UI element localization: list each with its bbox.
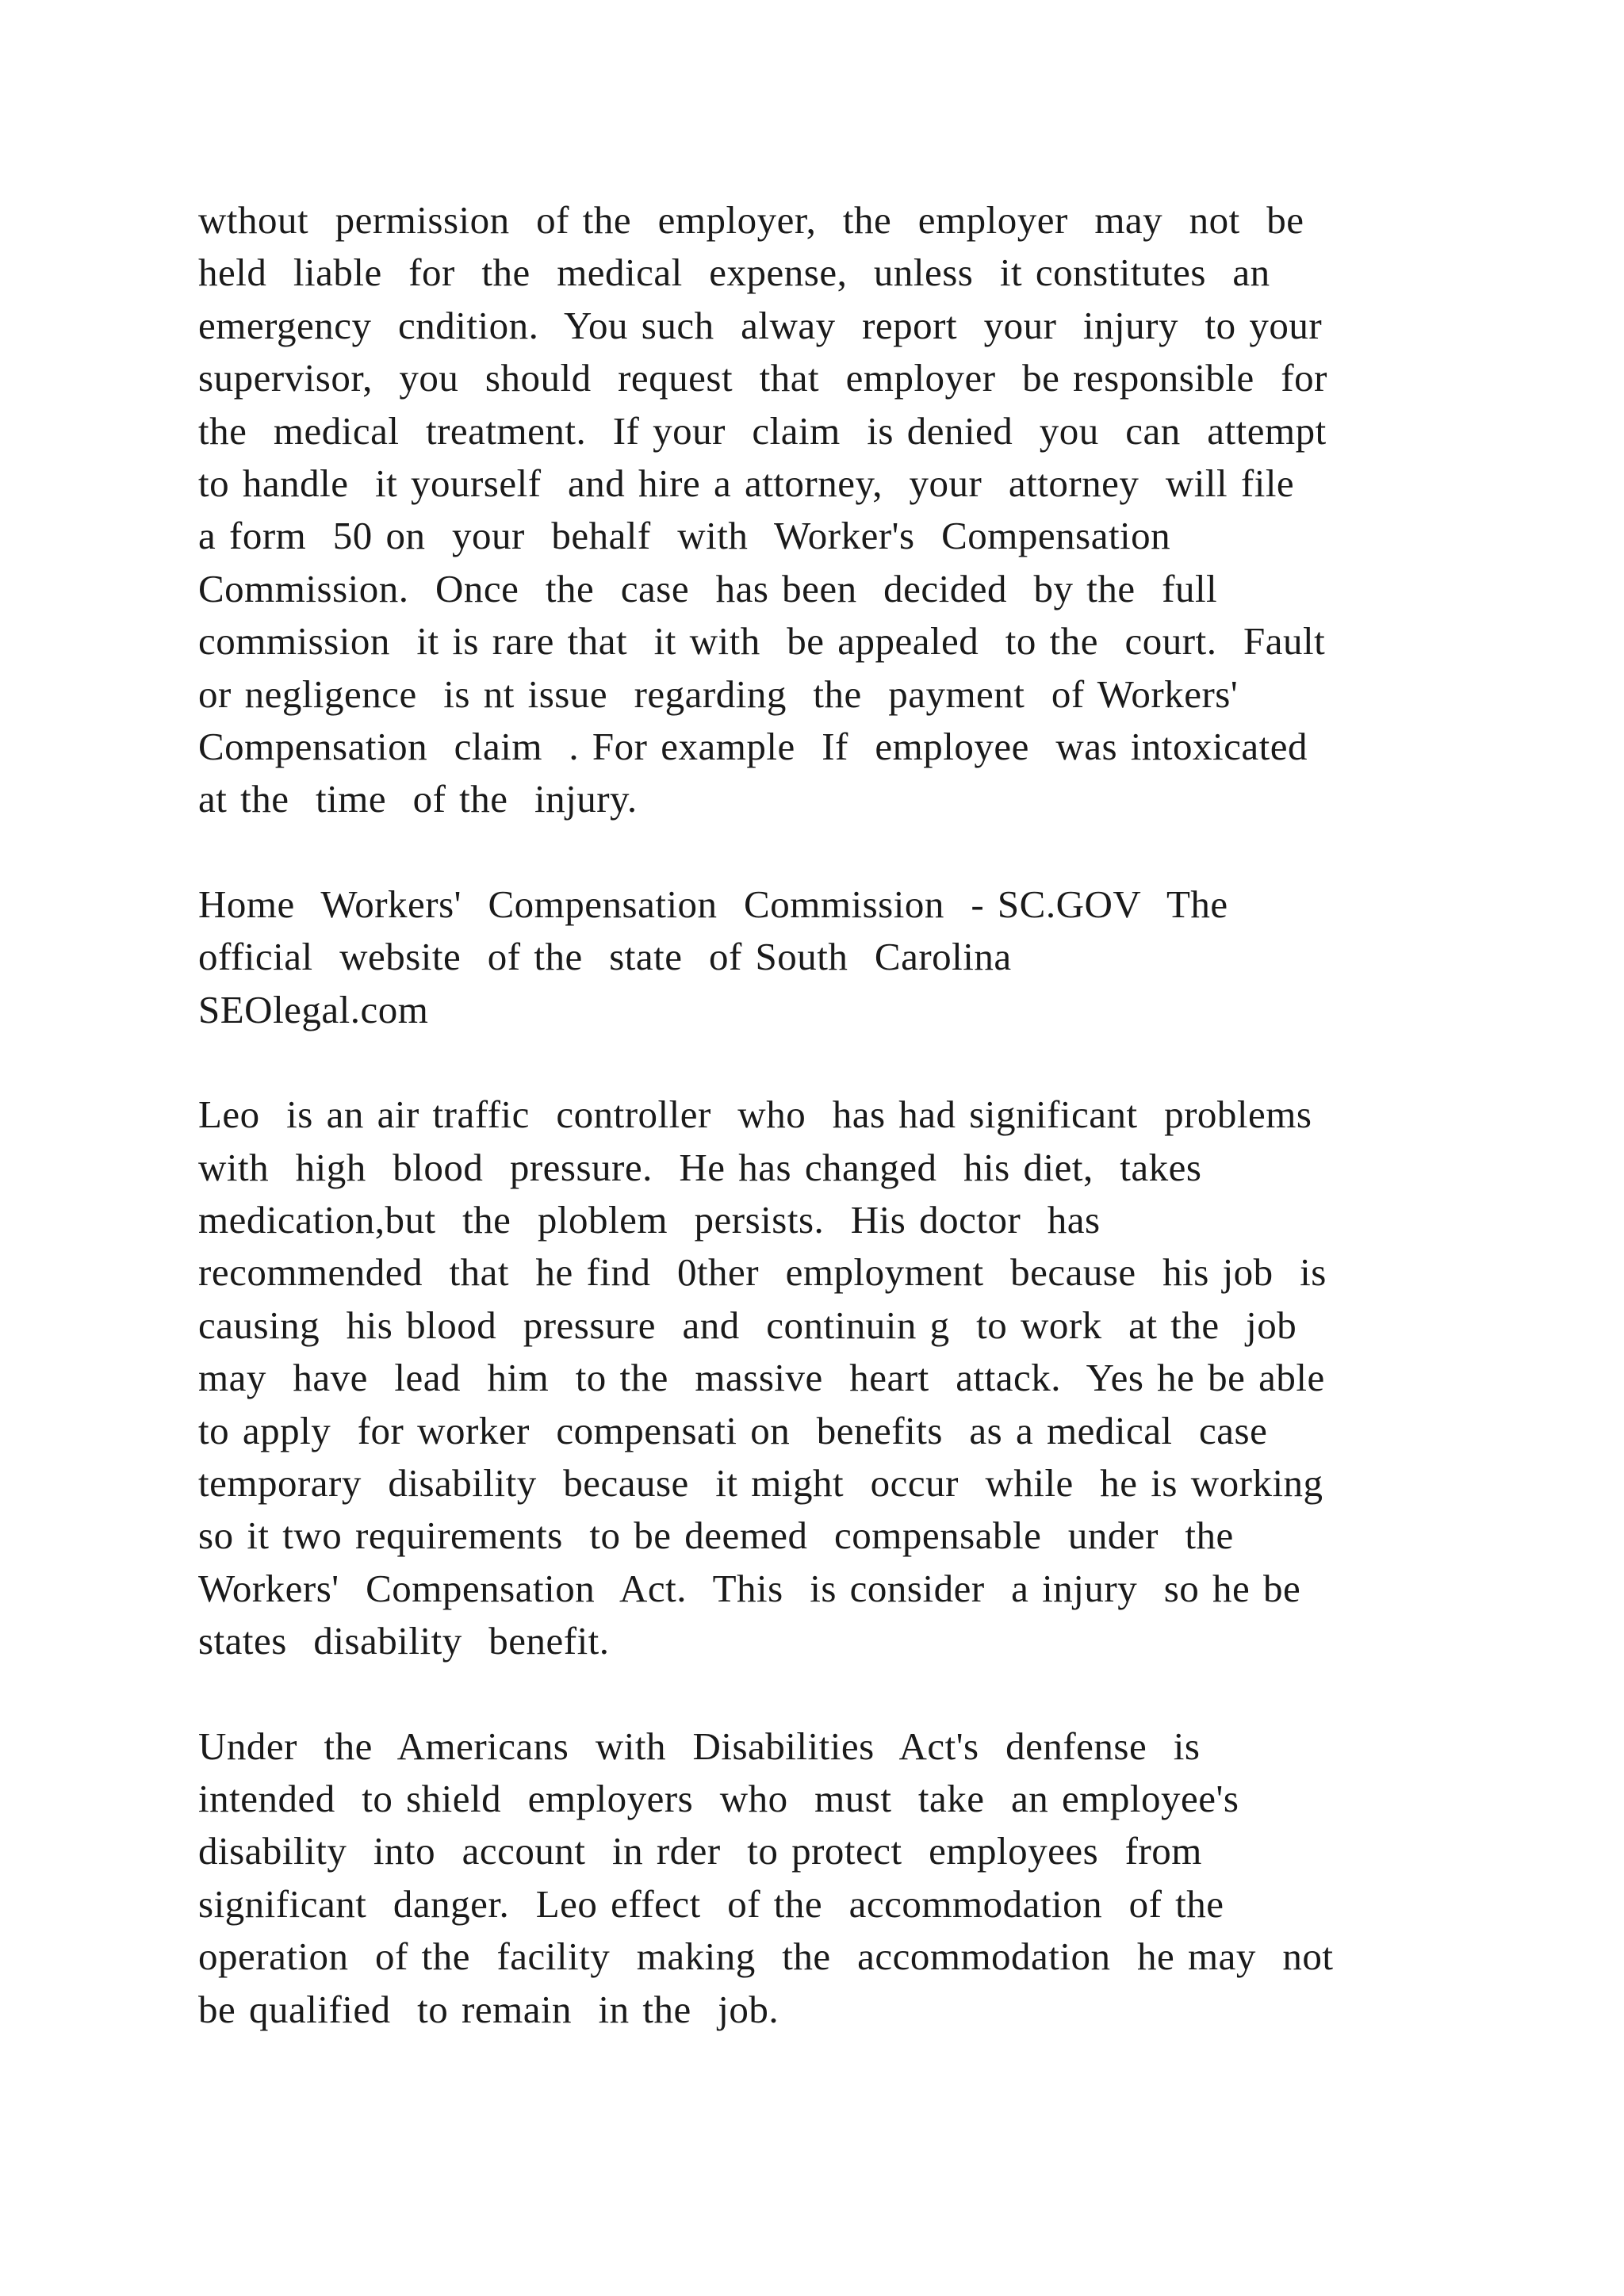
text-line: a form 50 on your behalf with Worker's Compensation xyxy=(198,514,1171,558)
text-line: Workers' Compensation Act. This is consider a injury so he be xyxy=(198,1566,1301,1610)
paragraph-sources xyxy=(198,878,1451,1036)
text-line: with high blood pressure. He has changed his diet, takes xyxy=(198,1145,1202,1189)
text-line: may have lead him to the massive heart attack. Yes he be able xyxy=(198,1356,1325,1400)
text-line: at the time of the injury. xyxy=(198,777,638,821)
text-line: Leo is an air traffic controller who has had significant problems xyxy=(198,1093,1312,1137)
paragraph-workers-comp-claims xyxy=(198,194,1451,826)
text-line: Compensation claim . For example If employee was intoxicated xyxy=(198,725,1308,769)
text-line: so it two requirements to be deemed compensable under the xyxy=(198,1513,1234,1558)
text-line: wthout permission of the employer, the employer may not be xyxy=(198,198,1304,242)
text-line: Under the Americans with Disabilities Act's denfense is xyxy=(198,1724,1201,1768)
text-line: temporary disability because it might occur while he is working xyxy=(198,1460,1323,1505)
text-line: Commission. Once the case has been decided by the full xyxy=(198,566,1218,610)
document-body xyxy=(198,194,1451,2088)
text-line: medication,but the ploblem persists. His doctor has xyxy=(198,1197,1101,1242)
text-line: official website of the state of South Carolina xyxy=(198,935,1012,979)
paragraph-ada-defense xyxy=(198,1720,1451,2036)
text-line: Home Workers' Compensation Commission - SC.GOV The xyxy=(198,882,1228,926)
text-line: supervisor, you should request that employer be responsible for xyxy=(198,356,1327,400)
paragraph-leo-case xyxy=(198,1089,1451,1667)
text-line: causing his blood pressure and continuin g to work at the job xyxy=(198,1303,1297,1347)
text-line: intended to shield employers who must take an employee's xyxy=(198,1776,1239,1820)
text-line: SEOlegal.com xyxy=(198,987,429,1031)
text-line: commission it is rare that it with be appealed to the court. Fault xyxy=(198,619,1326,664)
text-line: recommended that he find 0ther employment because his job is xyxy=(198,1250,1327,1295)
text-line: emergency cndition. You such alway report your injury to your xyxy=(198,303,1323,347)
text-line: disability into account in rder to protect employees from xyxy=(198,1829,1202,1873)
text-line: states disability benefit. xyxy=(198,1619,610,1663)
text-line: the medical treatment. If your claim is denied you can attempt xyxy=(198,408,1327,453)
text-line: to handle it yourself and hire a attorney, your attorney will file xyxy=(198,461,1295,506)
text-line: significant danger. Leo effect of the accommodation of the xyxy=(198,1881,1224,1926)
text-line: operation of the facility making the accommodation he may not xyxy=(198,1934,1334,1979)
text-line: held liable for the medical expense, unless it constitutes an xyxy=(198,251,1270,295)
text-line: to apply for worker compensati on benefits as a medical case xyxy=(198,1408,1268,1452)
text-line: be qualified to remain in the job. xyxy=(198,1987,779,2031)
text-line: or negligence is nt issue regarding the payment of Workers' xyxy=(198,672,1239,716)
